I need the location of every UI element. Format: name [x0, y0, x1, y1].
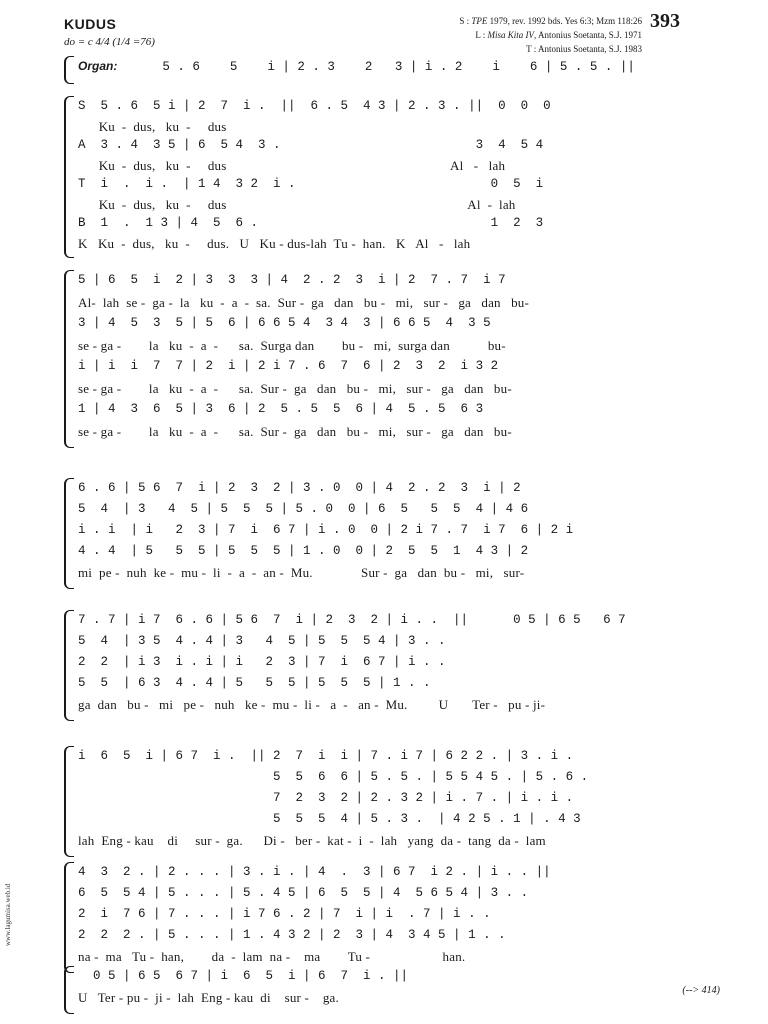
notation-line: 6 . 6 | 5 6 7 i | 2 3 2 | 3 . 0 0 | 4 2 . 2 3 i | 2 [78, 481, 521, 495]
system-brace [64, 966, 74, 1014]
notation-line: B 1 . 1 3 | 4 5 6 . 1 2 3 [78, 216, 544, 230]
system-brace [64, 746, 74, 857]
notation-line: i . i | i 2 3 | 7 i 6 7 | i . 0 0 | 2 i 7 . 7 i 7 6 | 2 i [78, 523, 574, 537]
score-system [64, 96, 708, 258]
continuation-reference: (--> 414) [682, 985, 720, 996]
credit-translation: T : Antonius Soetanta, S.J. 1983 [526, 44, 642, 54]
lyric-line: K Ku - dus, ku - dus. U Ku - dus-lah Tu - han. K Al - lah [78, 235, 471, 251]
system-brace [64, 56, 74, 84]
lyric-line: na - ma Tu - han, da - lam na - ma Tu - han. [78, 949, 466, 964]
notation-line: 2 2 2 . | 5 . . . | 1 . 4 3 2 | 2 3 | 4 3 4 5 | 1 . . [78, 928, 506, 942]
organ-notation: 5 . 6 5 i | 2 . 3 2 3 | i . 2 i 6 | 5 . 5 . || [117, 60, 635, 74]
notation-line: 4 . 4 | 5 5 5 | 5 5 5 | 1 . 0 0 | 2 5 5 1 4 3 | 2 [78, 544, 529, 558]
lyric-line: ga dan bu - mi pe - nuh ke - mu - li - a - an - Mu. U Ter - pu - ji- [78, 697, 546, 712]
notation-line: 7 . 7 | i 7 6 . 6 | 5 6 7 i | 2 3 2 | i . . || 0 5 | 6 5 6 7 [78, 613, 626, 627]
score-system [64, 56, 708, 84]
notation-line: S 5 . 6 5 i | 2 7 i . || 6 . 5 4 3 | 2 . 3 . || 0 0 0 [78, 99, 551, 113]
lyric-line: Ku - dus, ku - dus Al - lah [78, 157, 506, 173]
notation-line: 5 4 | 3 5 4 . 4 | 3 4 5 | 5 5 5 4 | 3 . . [78, 634, 446, 648]
score-system [64, 270, 708, 448]
song-title: KUDUS [64, 16, 117, 32]
lyric-line: se - ga - la ku - a - sa. Surga dan bu - mi, surga dan bu- [78, 337, 506, 353]
side-url: www.lagumisa.web.id [4, 883, 12, 946]
notation-line [78, 59, 708, 77]
notation-line: 3 | 4 5 3 5 | 5 6 | 6 6 5 4 3 4 3 | 6 6 5 4 3 5 [78, 316, 491, 330]
system-brace [64, 610, 74, 721]
lyric-line: lah Eng - kau di sur - ga. Di - ber - kat - i - lah yang da - tang da - lam [78, 833, 546, 848]
credit-scripture: S : TPE 1979, rev. 1992 bds. Yes 6:3; Mzm 118:26 [459, 16, 642, 26]
score-system [64, 478, 708, 589]
score-system [64, 610, 708, 721]
notation-line: 4 3 2 . | 2 . . . | 3 . i . | 4 . 3 | 6 7 i 2 . | i . . || [78, 865, 551, 879]
lyric-line: U Ter - pu - ji - lah Eng - kau di sur - ga. [78, 990, 339, 1005]
notation-line: 5 5 5 4 | 5 . 3 . | 4 2 5 . 1 | . 4 3 [78, 812, 581, 826]
organ-label: Organ: [78, 59, 118, 73]
notation-line: 1 | 4 3 6 5 | 3 6 | 2 5 . 5 5 6 | 4 5 . 5 6 3 [78, 402, 484, 416]
lyric-line: se - ga - la ku - a - sa. Sur - ga dan bu - mi, sur - ga dan bu- [78, 423, 512, 439]
notation-line: 0 5 | 6 5 6 7 | i 6 5 i | 6 7 i . || [78, 969, 409, 983]
system-brace [64, 270, 74, 448]
score-system [64, 746, 708, 857]
system-brace [64, 96, 74, 258]
score-system [64, 862, 708, 973]
notation-line: A 3 . 4 3 5 | 6 5 4 3 . 3 4 5 4 [78, 138, 544, 152]
lyric-line: mi pe - nuh ke - mu - li - a - an - Mu. Sur - ga dan bu - mi, sur- [78, 565, 525, 580]
system-brace [64, 862, 74, 973]
score-system [64, 966, 708, 1014]
lyric-line: Al- lah se - ga - la ku - a - sa. Sur - ga dan bu - mi, sur - ga dan bu- [78, 294, 530, 310]
lyric-line: Ku - dus, ku - dus [78, 118, 227, 134]
system-brace [64, 478, 74, 589]
notation-line: 5 | 6 5 i 2 | 3 3 3 | 4 2 . 2 3 i | 2 7 . 7 i 7 [78, 273, 506, 287]
notation-line: i | i i 7 7 | 2 i | 2 i 7 . 6 7 6 | 2 3 2 i 3 2 [78, 359, 499, 373]
notation-line: i 6 5 i | 6 7 i . || 2 7 i i | 7 . i 7 | 6 2 2 . | 3 . i . [78, 749, 574, 763]
lyric-line: se - ga - la ku - a - sa. Sur - ga dan bu - mi, sur - ga dan bu- [78, 380, 512, 396]
notation-line: 5 5 | 6 3 4 . 4 | 5 5 5 | 5 5 5 | 1 . . [78, 676, 431, 690]
lyric-line: Ku - dus, ku - dus Al - lah [78, 196, 516, 212]
notation-line: 2 i 7 6 | 7 . . . | i 7 6 . 2 | 7 i | i . 7 | i . . [78, 907, 491, 921]
notation-line: 6 5 5 4 | 5 . . . | 5 . 4 5 | 6 5 5 | 4 5 6 5 4 | 3 . . [78, 886, 529, 900]
notation-line: 7 2 3 2 | 2 . 3 2 | i . 7 . | i . i . [78, 791, 574, 805]
key-signature: do = c 4/4 (1/4 =76) [64, 36, 155, 48]
credit-lyrics: L : Misa Kita IV, Antonius Soetanta, S.J. 1971 [475, 30, 642, 40]
credits-block [459, 14, 642, 56]
notation-line: T i . i . | 1 4 3 2 i . 0 5 i [78, 177, 544, 191]
notation-line: 2 2 | i 3 i . i | i 2 3 | 7 i 6 7 | i . . [78, 655, 446, 669]
page-number: 393 [650, 10, 680, 32]
notation-line: 5 4 | 3 4 5 | 5 5 5 | 5 . 0 0 | 6 5 5 5 4 | 4 6 [78, 502, 529, 516]
notation-line: 5 5 6 6 | 5 . 5 . | 5 5 4 5 . | 5 . 6 . [78, 770, 589, 784]
